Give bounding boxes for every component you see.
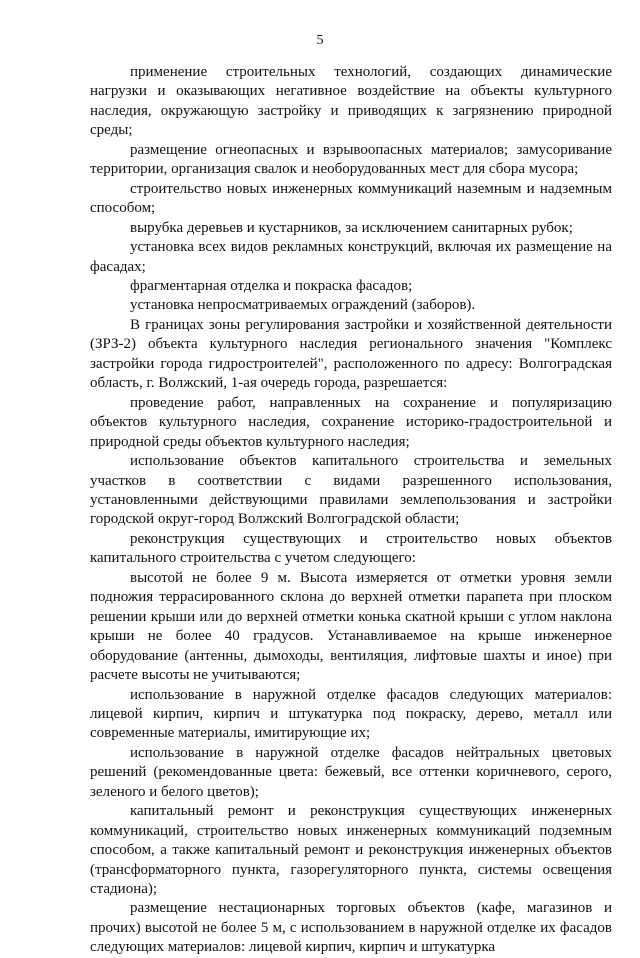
paragraph-11: реконструкция существующих и строительство новых объектов капитального строительства с учетом следующего:	[90, 530, 612, 567]
paragraph-3: строительство новых инженерных коммуникаций наземным и надземным способом;	[90, 180, 612, 217]
paragraph-6: фрагментарная отделка и покраска фасадов;	[130, 277, 413, 294]
paragraph-5: установка всех видов рекламных конструкций, включая их размещение на фасадах;	[90, 239, 612, 275]
paragraph-14: использование в наружной отделке фасадов нейтральных цветовых решений (рекомендованные цвета: бежевый, все оттенки коричневого, серого, зеленого и белого цветов);	[90, 744, 612, 800]
page-number: 5	[316, 33, 324, 48]
paragraph-8: В границах зоны регулирования застройки и хозяйственной деятельности (ЗРЗ-2) объекта культурного наследия регионального значения "Комплекс застройки города гидростроителей", расположенного по адресу: Волгоградская область, г. Волжский, 1-ая очередь города, разрешается:	[90, 316, 612, 392]
paragraph-16: размещение нестационарных торговых объектов (кафе, магазинов и прочих) высотой не более 5 м, с использованием в наружной отделке их фасадов следующих материалов: лицевой кирпич, кирпич и штукатурка	[90, 900, 612, 956]
paragraph-12: высотой не более 9 м. Высота измеряется от отметки уровня земли подножия террасированного склона до верхней отметки парапета при плоском решении крыши или до верхней отметки конька скатной крыши с углом наклона крыши не более 40 градусов. Устанавливаемое на крыше инженерное оборудование (антенны, дымоходы, вентиляция, лифтовые шахты и иное) при расчете высоты не учитываются;	[90, 569, 612, 684]
paragraph-9: проведение работ, направленных на сохранение и популяризацию объектов культурного наследия, сохранение историко-градостроительной и природной среды объектов культурного наследия;	[90, 394, 612, 450]
paragraph-4: вырубка деревьев и кустарников, за исключением санитарных рубок;	[130, 219, 573, 236]
paragraph-15: капитальный ремонт и реконструкция существующих инженерных коммуникаций, строительство новых инженерных коммуникаций подземным способом, а также капитальный ремонт и реконструкция инженерных объектов (трансформаторного пункта, газорегуляторного пункта, системы освещения стадиона);	[90, 803, 612, 898]
paragraph-7: установка непросматриваемых ограждений (заборов).	[130, 297, 476, 314]
paragraph-10: использование объектов капитального строительства и земельных участков в соответствии с видами разрешенного использования, установленными действующими правилами землепользования и застройки городской округ-город Волжский Волгоградской области;	[90, 453, 612, 528]
paragraph-1: применение строительных технологий, создающих динамические нагрузки и оказывающих негативное воздействие на объекты культурного наследия, окружающую застройку и приводящих к загрязнению природной среды;	[90, 64, 612, 139]
document-body	[90, 63, 612, 958]
paragraph-13: использование в наружной отделке фасадов следующих материалов: лицевой кирпич, кирпич и штукатурка под покраску, дерево, металл или современные материалы, имитирующие их;	[90, 686, 612, 742]
paragraph-2: размещение огнеопасных и взрывоопасных материалов; замусоривание территории, организация свалок и необорудованных мест для сбора мусора;	[90, 141, 612, 178]
